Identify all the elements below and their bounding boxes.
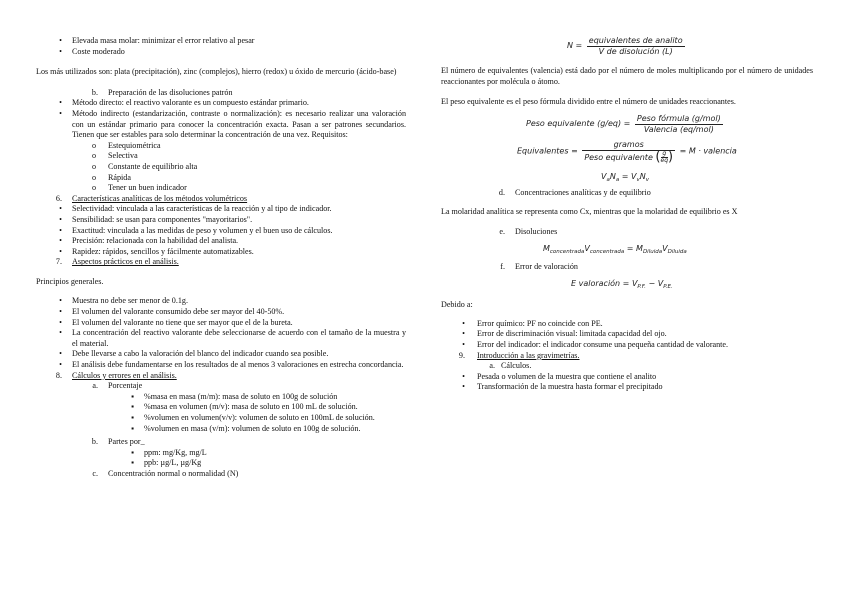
list-item: o Estequiométrica	[36, 141, 406, 152]
square-bullet: ▪	[131, 458, 134, 468]
principios-heading: Principios generales.	[36, 276, 104, 286]
list-item: • El volumen del valorante consumido debe ser mayor del 40-50%.	[36, 307, 406, 318]
section-7-heading: 7. Aspectos prácticos en el análisis.	[55, 257, 179, 267]
section-d-heading: d. Concentraciones analíticas y de equilibrio	[498, 187, 651, 197]
calculos-heading: a. Cálculos.	[489, 361, 532, 371]
list-item: ▪ %masa en volumen (m/v): masa de soluto en 100 mL de solución.	[36, 402, 406, 413]
normality-fraction: $\frac{\text{equivalentes de analito}}{\text{V de disolución (L)}}$	[588, 36, 683, 56]
molaridad-paragraph: La molaridad analítica se representa como Cx, mientras que la molaridad de equilibrio es X	[441, 207, 738, 217]
list-item: • El análisis debe fundamentarse en los resultados de al menos 3 valoraciones en estrecha concordancia.	[36, 360, 406, 371]
bullet: •	[59, 204, 62, 214]
list-item: • Elevada masa molar: minimizar el error relativo al pesar	[36, 36, 406, 47]
bullet: •	[59, 214, 62, 224]
bullet: •	[59, 225, 62, 235]
list-item: o Selectiva	[36, 151, 406, 162]
equation-normality: N = $\frac{\text{equivalentes de analito}}{\text{V de disolución (L)}}$	[567, 36, 683, 56]
bullet: •	[462, 371, 465, 381]
section-8-heading: 8. Cálculos y errores en el análisis.	[55, 370, 177, 380]
circle-bullet: o	[91, 140, 96, 150]
errores-list	[441, 319, 813, 351]
bullet: •	[59, 349, 62, 359]
square-bullet: ▪	[131, 413, 134, 422]
list-item: ▪ %volumen en masa (v/m): volumen de soluto en 100g de solución.	[36, 424, 406, 435]
list-item: • Exactitud: vinculada a las medidas de peso y volumen y el buen uso de cálculos.	[36, 226, 406, 237]
circle-bullet: o	[91, 161, 96, 171]
circle-bullet: o	[91, 151, 96, 161]
list-item: • Debe llevarse a cabo la valoración del blanco del indicador cuando sea posible.	[36, 349, 406, 360]
list-item: o Tener un buen indicador	[36, 183, 406, 194]
list-item: • Método indirecto (estandarización, contraste o normalización): es necesario realizar una valoración con un estándar primario para conocer la concentración exacta. Pasan a ser patrones secundarios. Tienen que ser estables para solo determinar la concentración de una vez. Requisitos:	[36, 109, 406, 141]
list-item: • La concentración del reactivo valorante debe seleccionarse de acuerdo con el tamaño de la muestra y el material.	[36, 328, 406, 349]
bullet: •	[59, 108, 62, 118]
porcentaje-heading: a. Porcentaje	[92, 381, 143, 391]
list-item: ▪ %volumen en volumen(v/v): volumen de soluto en 100mL de solución.	[36, 413, 406, 424]
concentracion-heading: c. Concentración normal o normalidad (N)	[92, 468, 239, 478]
list-item: • Transformación de la muestra hasta formar el precipitado	[441, 382, 813, 393]
bullet: •	[59, 360, 62, 370]
list-item: • Coste moderado	[36, 47, 406, 58]
bullet: •	[59, 36, 62, 45]
list-item: • Método directo: el reactivo valorante es un compuesto estándar primario.	[36, 98, 406, 109]
bullet: •	[59, 98, 62, 108]
bullet: •	[59, 307, 62, 317]
equation-peso-equivalente: Peso equivalente (g/eq) = $\frac{\text{Peso fórmula (g/mol)}}{\text{Valencia (eq/mol)}}$	[526, 113, 721, 134]
square-bullet: ▪	[131, 391, 134, 401]
equation-vn: $V_aN_a = V_vN_v$	[601, 171, 650, 183]
list-item: ▪ ppb: µg/L, µg/Kg	[36, 458, 406, 469]
bullet: •	[59, 317, 62, 327]
partes-heading: b. Partes por_	[91, 437, 145, 447]
right-column	[441, 36, 813, 393]
section-e-heading: e. Disoluciones	[499, 226, 558, 236]
circle-bullet: o	[91, 172, 96, 182]
square-bullet: ▪	[131, 423, 134, 433]
bullet: •	[462, 339, 465, 349]
numero-equivalentes-paragraph: El número de equivalentes (valencia) está dado por el número de moles multiplicando por el número de unidades reaccionantes por molécula o átomo.	[441, 66, 813, 86]
equation-error: E valoración = $V_{P.F.} - V_{P.E.}$	[571, 279, 673, 291]
bullet: •	[462, 382, 465, 392]
section-b-heading: b. Preparación de las disoluciones patrón	[91, 87, 233, 97]
bullet: •	[59, 46, 62, 56]
bullet: •	[59, 236, 62, 246]
list-item: • Sensibilidad: se usan para componentes "mayoritarios".	[36, 215, 406, 226]
list-item: ▪ %masa en masa (m/m): masa de soluto en 100g de solución	[36, 392, 406, 403]
bullet: •	[59, 296, 62, 306]
list-item: • Selectividad: vinculada a las características de la reacción y al tipo de indicador.	[36, 204, 406, 215]
section-9-heading: 9. Introducción a las gravimetrías.	[458, 350, 580, 360]
section-f-heading: f. Error de valoración	[500, 261, 578, 271]
bullet: •	[59, 246, 62, 256]
list-item: • Pesada o volumen de la muestra que contiene el analito	[441, 372, 813, 383]
debido-heading: Debido a:	[441, 300, 473, 310]
square-bullet: ▪	[131, 447, 134, 457]
bullet: •	[59, 328, 62, 338]
principios-list	[36, 296, 406, 370]
list-item: • El volumen del valorante no tiene que ser mayor que el de la bureta.	[36, 318, 406, 329]
bullet: •	[462, 318, 465, 328]
list-item: • Rapidez: rápidos, sencillos y fácilmente automatizables.	[36, 247, 406, 258]
section-6-heading: 6. Características analíticas de los métodos volumétricos	[55, 193, 248, 203]
equation-equivalentes: Equivalentes = gramos Peso equivalente ( $\frac{g}{eq}$ ) = M · valencia	[517, 139, 737, 165]
list-item: ▪ ppm: mg/Kg, mg/L	[36, 448, 406, 459]
square-bullet: ▪	[131, 402, 134, 412]
left-column	[36, 36, 406, 480]
equation-dilucion: $M_{concentrada}V_{concentrada} = M_{Diluida}V_{Diluida}$	[543, 243, 687, 255]
circle-bullet: o	[91, 183, 96, 193]
list-item: • Precisión: relacionada con la habilidad del analista.	[36, 236, 406, 247]
peso-equivalente-paragraph: El peso equivalente es el peso fórmula dividido entre el número de unidades reaccionantes.	[441, 97, 736, 107]
bullet: •	[462, 329, 465, 339]
list-item: o Rápida	[36, 173, 406, 184]
mas-utilizados-paragraph: Los más utilizados son: plata (precipitación), zinc (complejos), hierro (redox) u óxido de mercurio (ácido-base)	[36, 67, 397, 77]
list-item: • Error de discriminación visual: limitada capacidad del ojo.	[441, 329, 813, 340]
list-item: • Muestra no debe ser menor de 0.1g.	[36, 296, 406, 307]
list-item: • Error químico: PF no coincide con PE.	[441, 319, 813, 330]
list-item: • Error del indicador: el indicador consume una pequeña cantidad de valorante.	[441, 340, 813, 351]
list-item: o Constante de equilibrio alta	[36, 162, 406, 173]
